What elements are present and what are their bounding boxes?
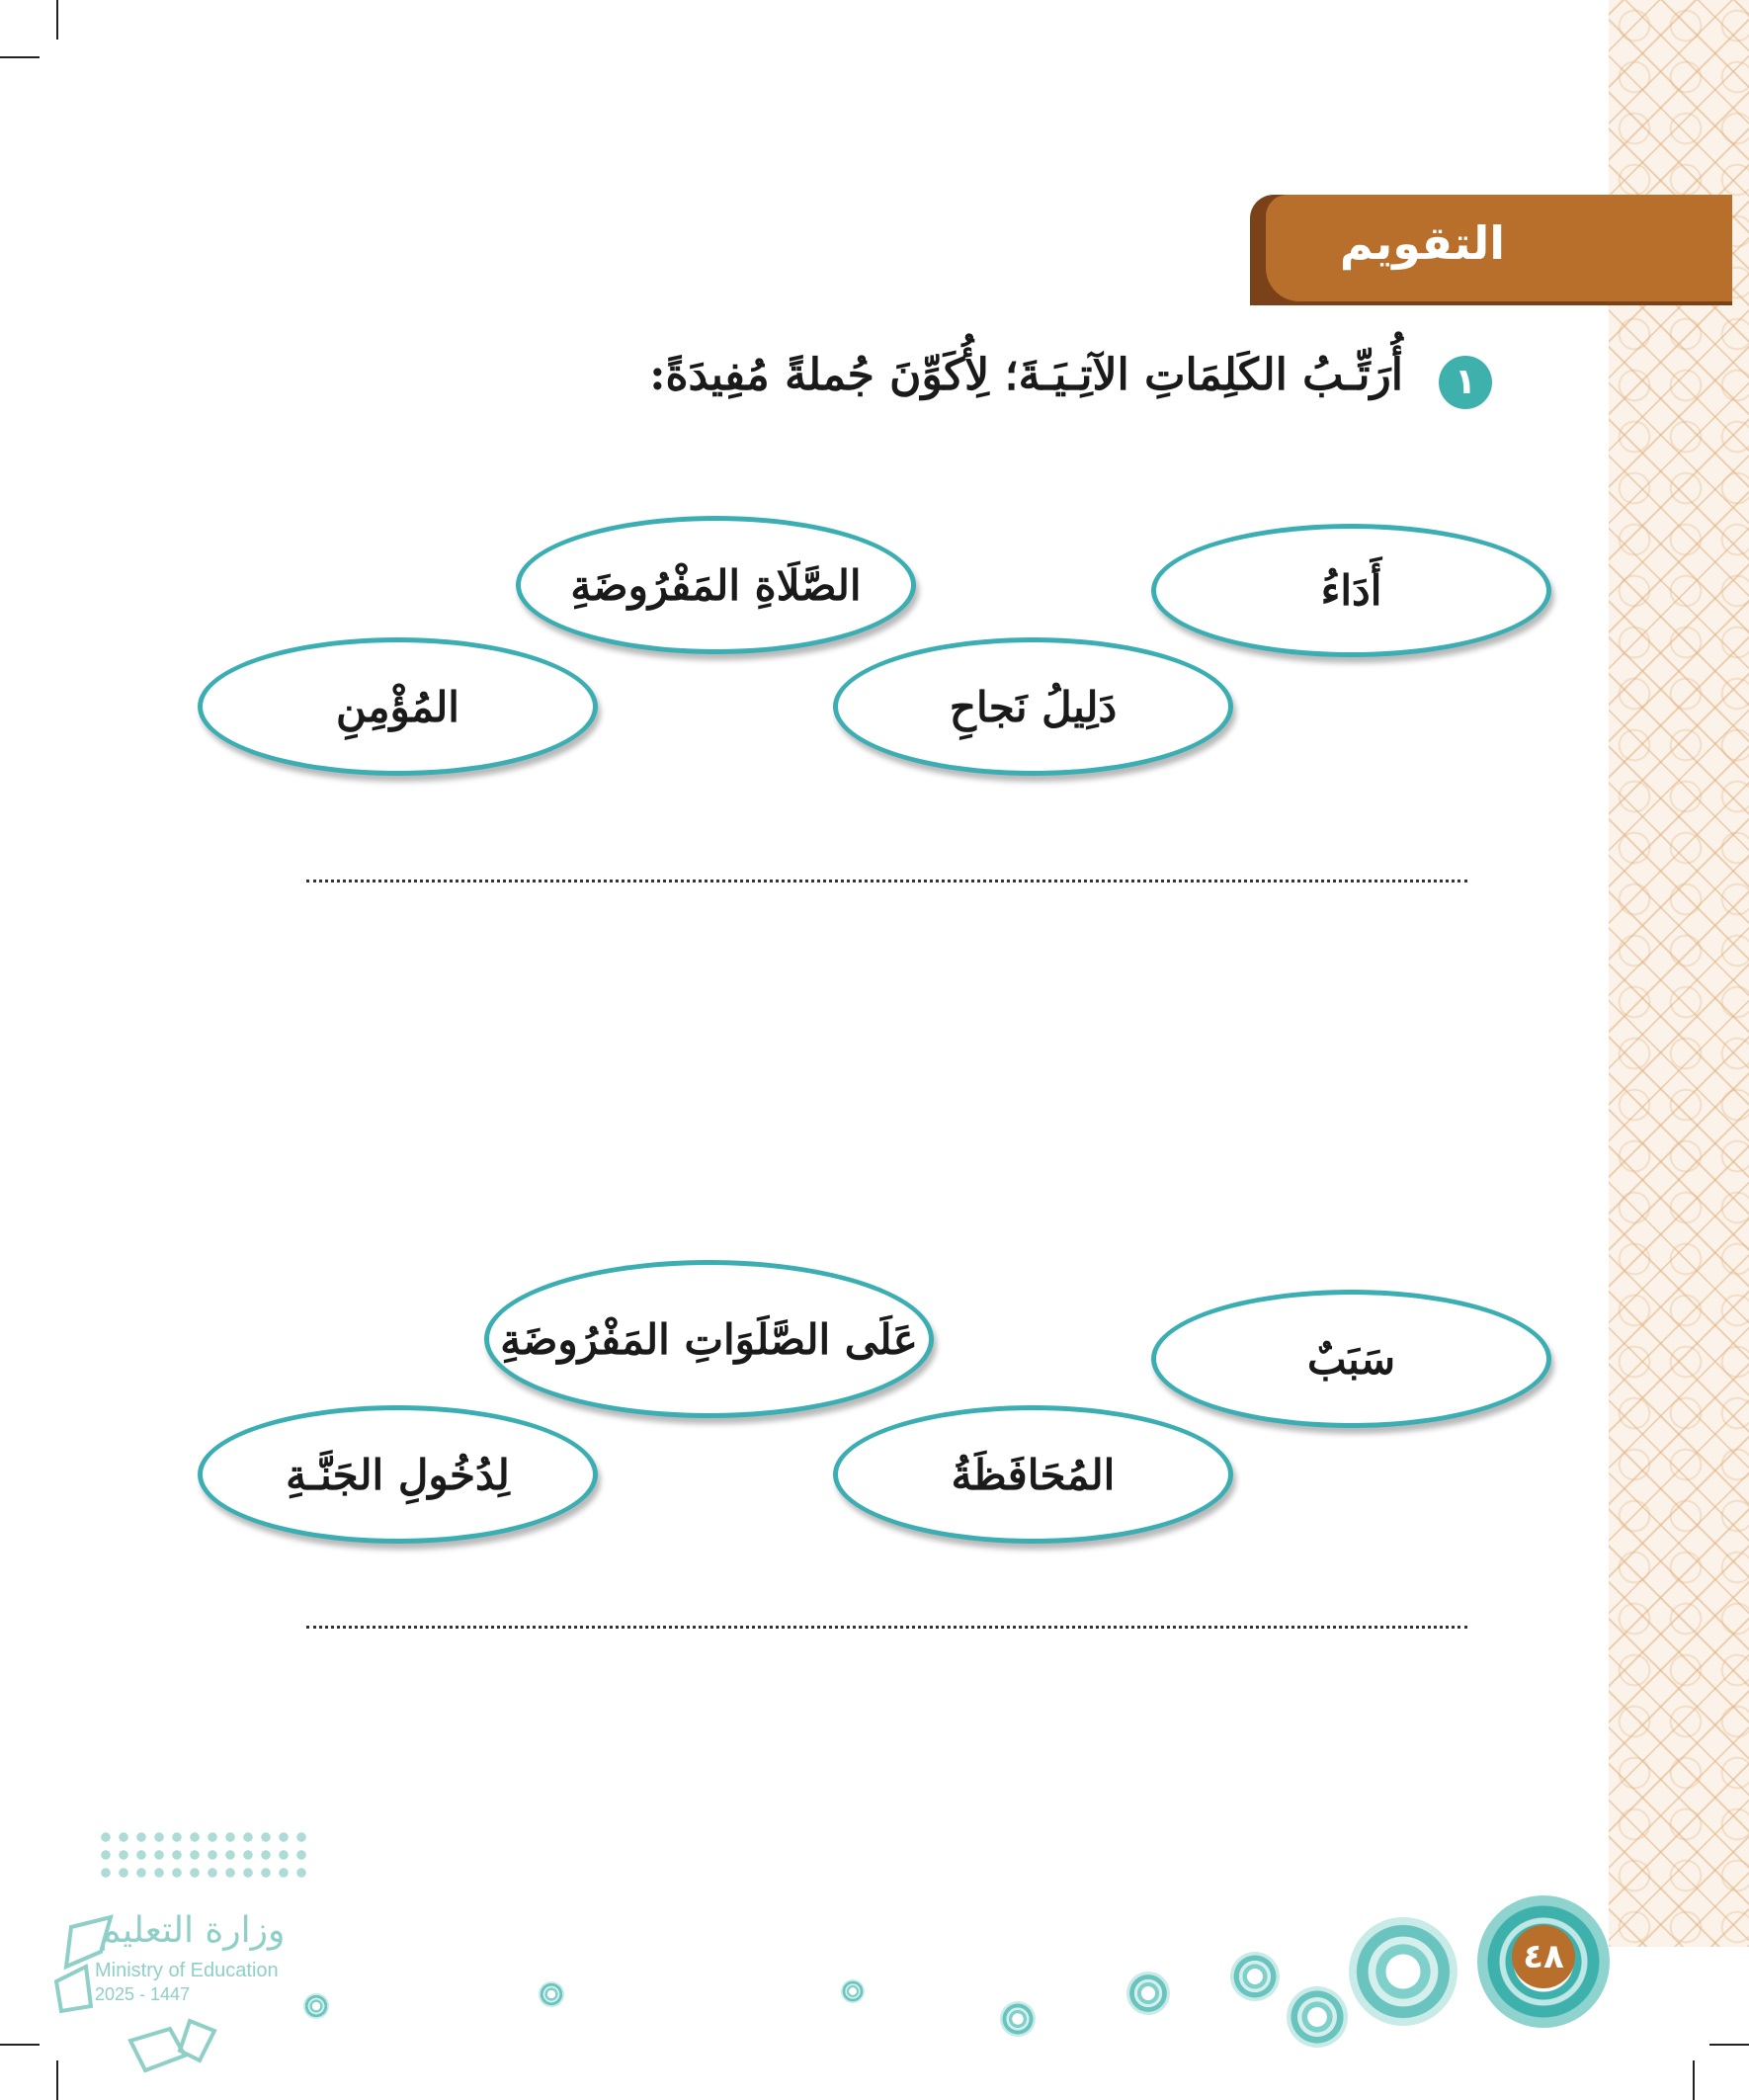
ministry-year: 2025 - 1447 xyxy=(95,1984,191,2004)
word-text: عَلَى الصَّلَوَاتِ المَفْرُوضَةِ xyxy=(500,1314,918,1364)
word-text: المُؤْمِنِ xyxy=(336,682,459,731)
answer-line[interactable] xyxy=(306,880,1467,882)
word-oval[interactable] xyxy=(1151,524,1551,657)
rosette-decoration xyxy=(841,1979,865,2003)
ministry-name-english: Ministry of Education xyxy=(95,1960,279,1981)
question-number-badge: ١ xyxy=(1439,356,1492,409)
answer-line[interactable] xyxy=(306,1626,1467,1629)
ministry-logo-dots xyxy=(97,1828,309,1884)
page-number: ٤٨ xyxy=(1512,1925,1575,1988)
crop-mark xyxy=(0,56,40,58)
rosette-decoration xyxy=(303,1993,329,2019)
question-text: أُرَتِّـبُ الكَلِمَاتِ الآتِـيَـةَ؛ لِأُكَوِّنَ جُملةً مُفِيدَةً: xyxy=(649,350,1403,400)
rosette-decoration xyxy=(1287,1986,1348,2048)
word-oval[interactable] xyxy=(198,1405,598,1544)
rosette-decoration xyxy=(1126,1972,1170,2015)
word-text: سَبَبٌ xyxy=(1306,1334,1396,1384)
rosette-decoration xyxy=(1230,1952,1280,2001)
word-oval[interactable] xyxy=(484,1260,934,1418)
word-text: أَدَاءُ xyxy=(1320,566,1382,615)
word-text: دَلِيلُ نَجاحِ xyxy=(949,682,1118,731)
word-oval[interactable] xyxy=(198,637,598,776)
word-oval[interactable] xyxy=(1151,1290,1551,1428)
word-oval[interactable] xyxy=(833,1405,1233,1544)
crop-mark xyxy=(56,0,58,40)
word-oval[interactable] xyxy=(833,637,1233,776)
header-bar xyxy=(1266,195,1732,301)
crop-mark xyxy=(0,2044,40,2046)
rosette-decoration xyxy=(1000,2001,1036,2037)
section-title: التقويم xyxy=(1339,216,1505,270)
crop-mark xyxy=(1709,2044,1749,2046)
word-text: المُحَافَظَةُ xyxy=(951,1450,1116,1499)
word-oval[interactable] xyxy=(516,516,916,654)
ministry-name-arabic: وزارة التعليم xyxy=(99,1910,286,1951)
rosette-decoration xyxy=(1349,1917,1458,2026)
word-text: لِدُخُولِ الجَنَّـةِ xyxy=(286,1450,510,1499)
word-text: الصَّلَاةِ المَفْرُوضَةِ xyxy=(570,560,862,610)
crop-mark xyxy=(1693,2060,1695,2100)
section-header xyxy=(1250,195,1732,305)
rosette-decoration xyxy=(539,1981,564,2007)
